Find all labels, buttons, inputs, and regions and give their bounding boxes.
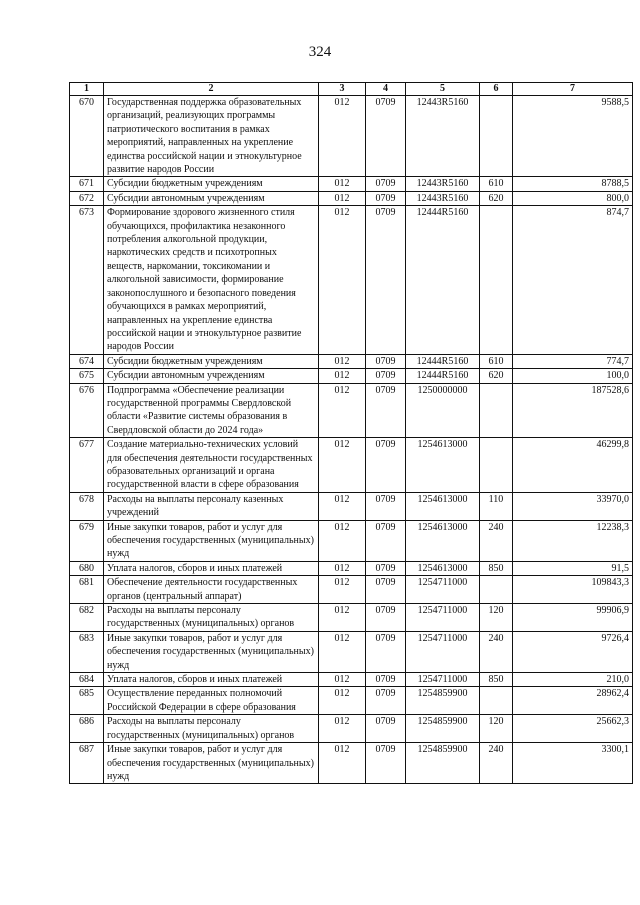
table-row (70, 383, 633, 438)
column-header-3: 3 (319, 83, 366, 96)
row-expense-type: 850 (480, 561, 513, 575)
row-amount: 774,7 (513, 354, 633, 368)
row-target-code: 1254613000 (406, 492, 480, 520)
row-name: Иные закупки товаров, работ и услуг для обеспечения государственных (муниципальных) нужд (104, 520, 319, 561)
row-target-code: 1254711000 (406, 604, 480, 632)
table-row (70, 576, 633, 604)
row-number: 682 (70, 604, 104, 632)
row-target-code: 1254711000 (406, 673, 480, 687)
row-ministry-code: 012 (319, 492, 366, 520)
row-amount: 210,0 (513, 673, 633, 687)
row-name: Уплата налогов, сборов и иных платежей (104, 561, 319, 575)
row-number: 670 (70, 96, 104, 177)
column-header-6: 6 (480, 83, 513, 96)
table-row (70, 561, 633, 575)
column-header-4: 4 (366, 83, 406, 96)
row-number: 678 (70, 492, 104, 520)
row-number: 681 (70, 576, 104, 604)
table-row (70, 604, 633, 632)
row-ministry-code: 012 (319, 631, 366, 672)
row-amount: 100,0 (513, 369, 633, 383)
row-number: 686 (70, 715, 104, 743)
row-section-code: 0709 (366, 492, 406, 520)
row-expense-type: 620 (480, 191, 513, 205)
row-target-code: 1250000000 (406, 383, 480, 438)
row-number: 675 (70, 369, 104, 383)
table-row (70, 492, 633, 520)
table-row (70, 743, 633, 784)
row-name: Субсидии бюджетным учреждениям (104, 177, 319, 191)
row-expense-type (480, 438, 513, 493)
table-row (70, 673, 633, 687)
row-number: 685 (70, 687, 104, 715)
row-ministry-code: 012 (319, 715, 366, 743)
row-section-code: 0709 (366, 687, 406, 715)
row-target-code: 12443R5160 (406, 96, 480, 177)
row-expense-type: 610 (480, 177, 513, 191)
row-expense-type (480, 687, 513, 715)
column-header-1: 1 (70, 83, 104, 96)
row-amount: 8788,5 (513, 177, 633, 191)
row-target-code: 12443R5160 (406, 177, 480, 191)
row-target-code: 1254859900 (406, 743, 480, 784)
row-ministry-code: 012 (319, 354, 366, 368)
row-section-code: 0709 (366, 438, 406, 493)
row-target-code: 12444R5160 (406, 354, 480, 368)
row-ministry-code: 012 (319, 438, 366, 493)
row-ministry-code: 012 (319, 206, 366, 354)
row-number: 672 (70, 191, 104, 205)
row-name: Подпрограмма «Обеспечение реализации государственной программы Свердловской области «Развитие системы образования в Свердловской области до 2024 года» (104, 383, 319, 438)
table-row (70, 631, 633, 672)
row-section-code: 0709 (366, 715, 406, 743)
row-expense-type: 240 (480, 520, 513, 561)
row-amount: 109843,3 (513, 576, 633, 604)
row-amount: 46299,8 (513, 438, 633, 493)
table-row (70, 715, 633, 743)
row-amount: 3300,1 (513, 743, 633, 784)
row-number: 677 (70, 438, 104, 493)
row-ministry-code: 012 (319, 687, 366, 715)
row-number: 671 (70, 177, 104, 191)
table-body (70, 96, 633, 784)
row-number: 679 (70, 520, 104, 561)
row-ministry-code: 012 (319, 673, 366, 687)
row-ministry-code: 012 (319, 191, 366, 205)
row-amount: 99906,9 (513, 604, 633, 632)
row-ministry-code: 012 (319, 96, 366, 177)
row-amount: 800,0 (513, 191, 633, 205)
row-amount: 12238,3 (513, 520, 633, 561)
row-section-code: 0709 (366, 561, 406, 575)
row-number: 680 (70, 561, 104, 575)
row-expense-type: 850 (480, 673, 513, 687)
row-amount: 25662,3 (513, 715, 633, 743)
row-name: Субсидии автономным учреждениям (104, 369, 319, 383)
row-ministry-code: 012 (319, 177, 366, 191)
row-number: 674 (70, 354, 104, 368)
row-name: Создание материально-технических условий для обеспечения деятельности государственных образовательных организаций и органа государственной власти в сфере образования (104, 438, 319, 493)
row-target-code: 1254711000 (406, 631, 480, 672)
table-row (70, 354, 633, 368)
row-expense-type (480, 206, 513, 354)
row-ministry-code: 012 (319, 604, 366, 632)
row-section-code: 0709 (366, 206, 406, 354)
row-target-code: 1254613000 (406, 561, 480, 575)
row-name: Расходы на выплаты персоналу казенных учреждений (104, 492, 319, 520)
row-name: Иные закупки товаров, работ и услуг для обеспечения государственных (муниципальных) нужд (104, 631, 319, 672)
row-section-code: 0709 (366, 369, 406, 383)
row-expense-type: 240 (480, 631, 513, 672)
row-name: Субсидии бюджетным учреждениям (104, 354, 319, 368)
row-amount: 187528,6 (513, 383, 633, 438)
row-number: 676 (70, 383, 104, 438)
row-target-code: 1254859900 (406, 687, 480, 715)
row-target-code: 1254711000 (406, 576, 480, 604)
row-amount: 874,7 (513, 206, 633, 354)
row-section-code: 0709 (366, 743, 406, 784)
row-expense-type: 240 (480, 743, 513, 784)
row-amount: 33970,0 (513, 492, 633, 520)
row-section-code: 0709 (366, 354, 406, 368)
row-amount: 9726,4 (513, 631, 633, 672)
header-row (70, 83, 633, 96)
row-name: Расходы на выплаты персоналу государственных (муниципальных) органов (104, 715, 319, 743)
row-expense-type (480, 96, 513, 177)
table-row (70, 520, 633, 561)
row-ministry-code: 012 (319, 743, 366, 784)
table-row (70, 369, 633, 383)
row-section-code: 0709 (366, 576, 406, 604)
row-section-code: 0709 (366, 673, 406, 687)
row-name: Формирование здорового жизненного стиля обучающихся, профилактика незаконного потребления алкогольной продукции, наркотических средств и психотропных веществ, наркомании, токсикомании и алкогольной зависимости, формирование законопослушного и безопасного поведения обучающихся в рамках мероприятий, направленных на укрепление единства российской нации и этнокультурное развитие народов России (104, 206, 319, 354)
row-target-code: 12444R5160 (406, 206, 480, 354)
row-section-code: 0709 (366, 520, 406, 561)
row-target-code: 12443R5160 (406, 191, 480, 205)
column-header-2: 2 (104, 83, 319, 96)
row-section-code: 0709 (366, 383, 406, 438)
row-ministry-code: 012 (319, 561, 366, 575)
row-amount: 91,5 (513, 561, 633, 575)
row-expense-type (480, 383, 513, 438)
table-row (70, 687, 633, 715)
row-ministry-code: 012 (319, 520, 366, 561)
row-name: Государственная поддержка образовательных организаций, реализующих программы патриотического воспитания в рамках мероприятий, направленных на укрепление единства российской нации и этнокультурное развитие народов России (104, 96, 319, 177)
row-target-code: 1254613000 (406, 438, 480, 493)
budget-table (69, 82, 633, 784)
row-expense-type (480, 576, 513, 604)
table-row (70, 96, 633, 177)
row-name: Иные закупки товаров, работ и услуг для обеспечения государственных (муниципальных) нужд (104, 743, 319, 784)
row-number: 684 (70, 673, 104, 687)
row-target-code: 1254613000 (406, 520, 480, 561)
row-amount: 9588,5 (513, 96, 633, 177)
table-row (70, 191, 633, 205)
column-header-5: 5 (406, 83, 480, 96)
row-section-code: 0709 (366, 177, 406, 191)
row-ministry-code: 012 (319, 576, 366, 604)
row-name: Расходы на выплаты персоналу государственных (муниципальных) органов (104, 604, 319, 632)
row-expense-type: 120 (480, 604, 513, 632)
row-name: Субсидии автономным учреждениям (104, 191, 319, 205)
row-section-code: 0709 (366, 96, 406, 177)
row-number: 687 (70, 743, 104, 784)
row-amount: 28962,4 (513, 687, 633, 715)
row-section-code: 0709 (366, 604, 406, 632)
page-number: 324 (308, 44, 332, 60)
row-ministry-code: 012 (319, 383, 366, 438)
table-row (70, 438, 633, 493)
row-name: Осуществление переданных полномочий Российской Федерации в сфере образования (104, 687, 319, 715)
table-row (70, 206, 633, 354)
row-expense-type: 110 (480, 492, 513, 520)
row-number: 683 (70, 631, 104, 672)
row-expense-type: 620 (480, 369, 513, 383)
row-target-code: 12444R5160 (406, 369, 480, 383)
row-expense-type: 610 (480, 354, 513, 368)
row-expense-type: 120 (480, 715, 513, 743)
row-number: 673 (70, 206, 104, 354)
column-header-7: 7 (513, 83, 633, 96)
row-name: Уплата налогов, сборов и иных платежей (104, 673, 319, 687)
row-ministry-code: 012 (319, 369, 366, 383)
row-name: Обеспечение деятельности государственных органов (центральный аппарат) (104, 576, 319, 604)
table-row (70, 177, 633, 191)
row-section-code: 0709 (366, 191, 406, 205)
row-target-code: 1254859900 (406, 715, 480, 743)
row-section-code: 0709 (366, 631, 406, 672)
